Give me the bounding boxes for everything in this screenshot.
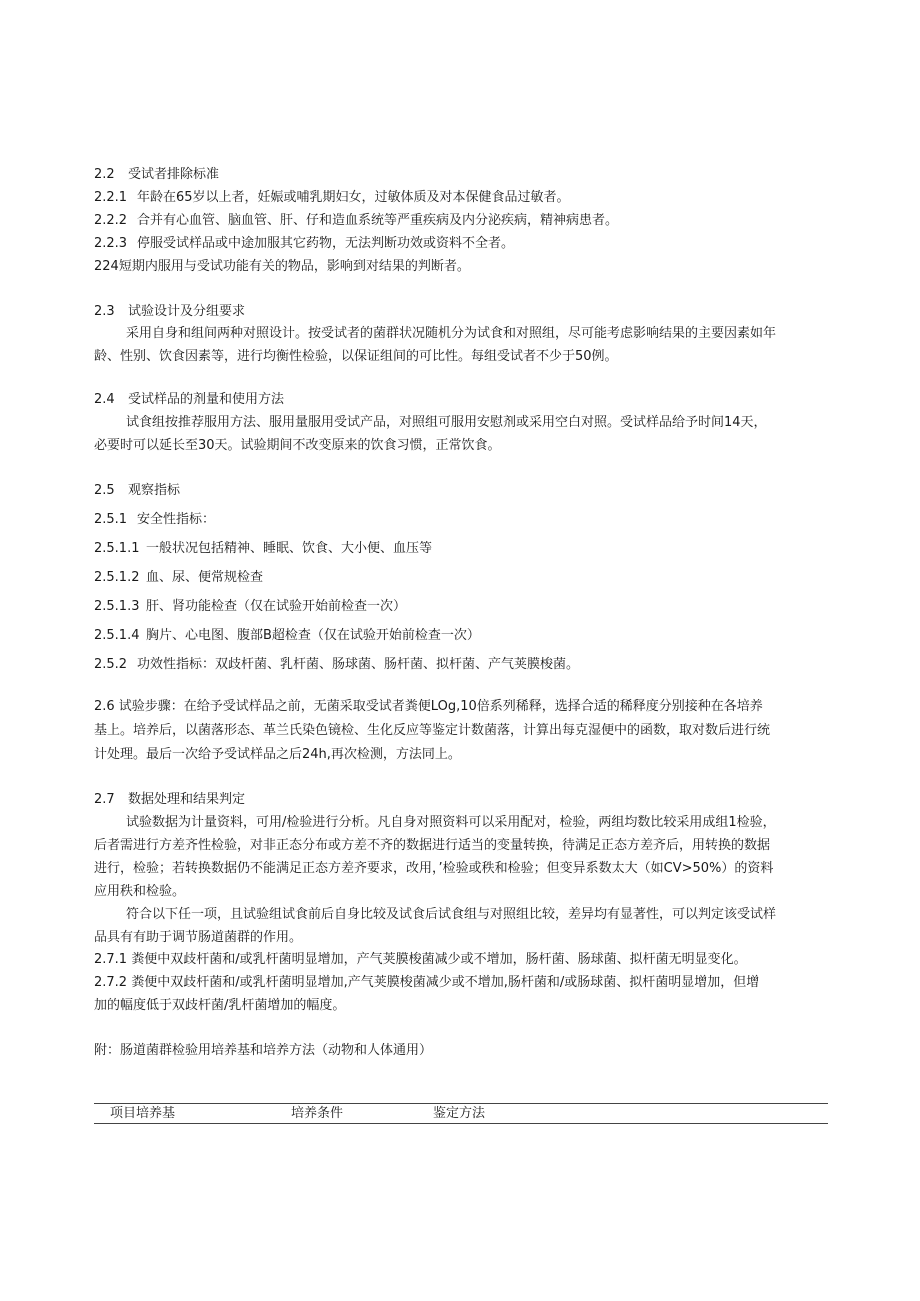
item-2-7-2-cont: 加的幅度低于双歧杆菌/乳杆菌增加的幅度。	[94, 998, 346, 1013]
paragraph-line: 必要时可以延长至30天。试验期间不改变原来的饮食习惯，正常饮食。	[94, 438, 501, 453]
paragraph-line: 采用自身和组间两种对照设计。按受试者的菌群状况随机分为试食和对照组，尽可能考虑影响结果的主要因素如年	[126, 326, 777, 341]
item-2-2-4: 224短期内服用与受试功能有关的物品，影响到对结果的判断者。	[94, 259, 470, 274]
item-2-5-1-4: 2.5.1.4 胸片、心电图、腹部B超检查（仅在试验开始前检查一次）	[94, 628, 480, 643]
item-2-2-1: 2.2.1 年龄在65岁以上者，妊娠或哺乳期妇女，过敏体质及对本保健食品过敏者。	[94, 190, 570, 205]
section-2-2-heading	[94, 166, 219, 184]
item-2-2-3: 2.2.3 停服受试样品或中途加服其它药物，无法判断功效或资料不全者。	[94, 236, 515, 251]
paragraph-line: 应用秩和检验。	[94, 884, 186, 899]
table-header-cell: 项目培养基	[110, 1106, 176, 1121]
table-header-cell: 培养条件	[291, 1106, 344, 1121]
item-2-5-2: 2.5.2 功效性指标：双歧杆菌、乳杆菌、肠球菌、肠杆菌、拟杆菌、产气荚膜梭菌。	[94, 657, 580, 672]
table-header-rule	[94, 1123, 828, 1124]
section-number: 2.2	[94, 167, 115, 182]
paragraph-line: 进行，检验；若转换数据仍不能满足正态方差齐要求，改用，’检验或秩和检验；但变异系数太大（如CV>50%）的资料	[94, 861, 774, 876]
item-2-7-1: 2.7.1 粪便中双歧杆菌和/或乳杆菌明显增加，产气荚膜梭菌减少或不增加，肠杆菌、肠球菌、拟杆菌无明显变化。	[94, 952, 747, 967]
paragraph-line: 品具有有助于调节肠道菌群的作用。	[94, 930, 303, 945]
section-2-6-line: 2.6 试验步骤：在给予受试样品之前，无菌采取受试者粪便LOg,10倍系列稀释，选择合适的稀释度分别接种在各培养	[94, 699, 763, 714]
paragraph-line: 龄、性别、饮食因素等，进行均衡性检验，以保证组间的可比性。每组受试者不少于50例。	[94, 349, 618, 364]
paragraph-line: 试食组按推荐服用方法、服用量服用受试产品，对照组可服用安慰剂或采用空白对照。受试样品给予时间14天，	[126, 415, 767, 430]
item-2-5-1: 2.5.1 安全性指标：	[94, 512, 216, 527]
section-title: 受试者排除标准	[128, 167, 220, 182]
item-2-2-2: 2.2.2 合并有心血管、脑血管、肝、仔和造血系统等严重疾病及内分泌疾病，精神病患者。	[94, 213, 619, 228]
section-2-6-line: 基上。培养后，以菌落形态、革兰氏染色镜检、生化反应等鉴定计数菌落，计算出每克湿便中的函数，取对数后进行统	[94, 723, 771, 738]
paragraph-line: 后者需进行方差齐性检验，对非正态分布或方差不齐的数据进行适当的变量转换，待满足正态方差齐后，用转换的数据	[94, 838, 771, 853]
table-top-rule	[94, 1103, 828, 1104]
paragraph-line: 试验数据为计量资料，可用/检验进行分析。凡自身对照资料可以采用配对，检验，两组均数比较采用成组1检验，	[126, 815, 776, 830]
item-2-5-1-2: 2.5.1.2 血、尿、便常规检查	[94, 570, 264, 585]
item-2-5-1-3: 2.5.1.3 肝、肾功能检查（仅在试验开始前检查一次）	[94, 599, 407, 614]
item-2-5-1-1: 2.5.1.1 一般状况包括精神、睡眠、饮食、大小便、血压等	[94, 541, 433, 556]
section-2-7-heading: 2.7 数据处理和结果判定	[94, 792, 246, 807]
appendix-title: 附：肠道菌群检验用培养基和培养方法（动物和人体通用）	[94, 1043, 433, 1058]
section-2-3-heading: 2.3 试验设计及分组要求	[94, 304, 246, 319]
section-2-6-line: 计处理。最后一次给予受试样品之后24h,再次检测，方法同上。	[94, 747, 461, 762]
paragraph-line: 符合以下任一项，且试验组试食前后自身比较及试食后试食组与对照组比较，差异均有显著性，可以判定该受试样	[126, 907, 777, 922]
table-header-cell: 鉴定方法	[433, 1106, 486, 1121]
section-2-4-heading: 2.4 受试样品的剂量和使用方法	[94, 392, 285, 407]
section-2-5-heading: 2.5 观察指标	[94, 483, 181, 498]
item-2-7-2: 2.7.2 粪便中双歧杆菌和/或乳杆菌明显增加,产气荚膜梭菌减少或不增加,肠杆菌和/或肠球菌、拟杆菌明显增加，但增	[94, 975, 760, 990]
